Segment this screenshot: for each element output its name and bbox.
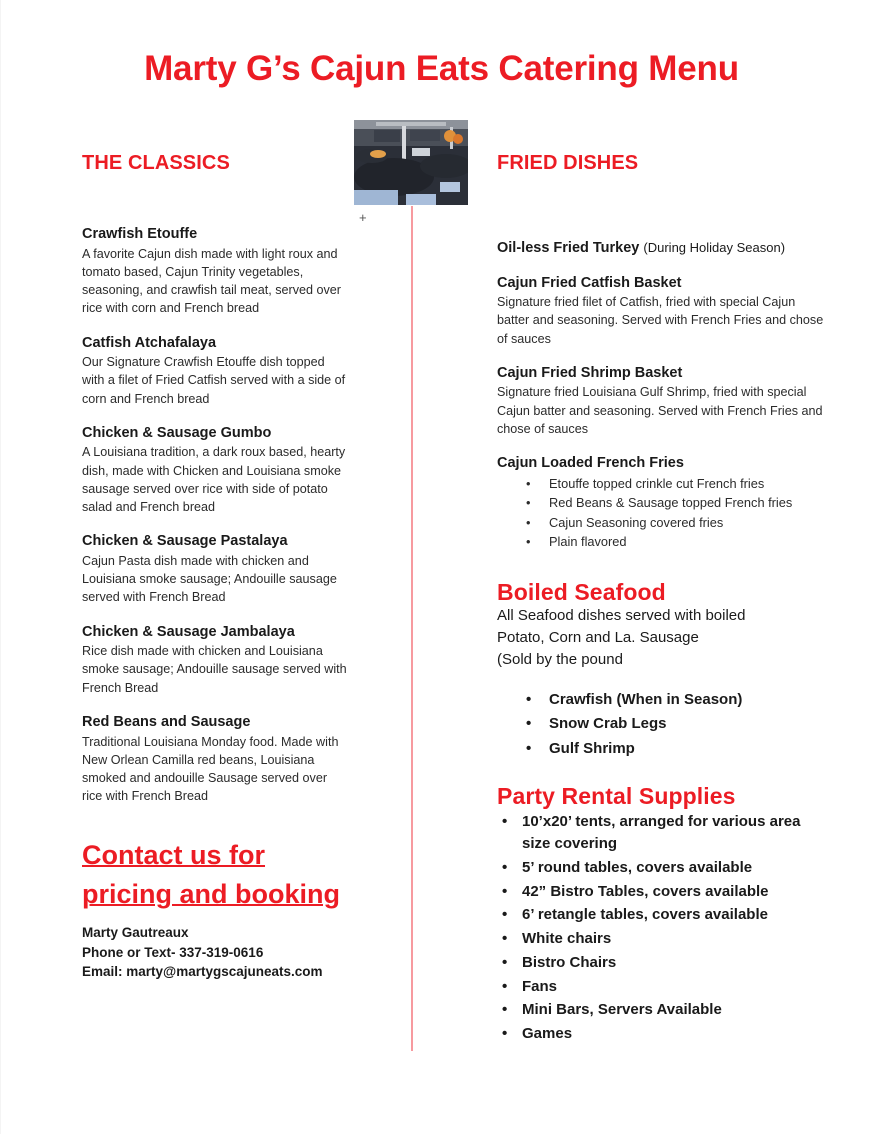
list-item: • Cajun Seasoning covered fries bbox=[497, 514, 827, 533]
dish-cajun-fried-catfish-basket bbox=[497, 274, 827, 348]
list-item: • Mini Bars, Servers Available bbox=[497, 999, 827, 1021]
dish-crawfish-etouffe bbox=[82, 225, 350, 318]
dish-chicken-sausage-jambalaya bbox=[82, 623, 350, 697]
section-title-the-classics: THE CLASSICS bbox=[82, 152, 230, 174]
dish-note: (During Holiday Season) bbox=[643, 240, 786, 255]
dish-cajun-fried-shrimp-basket bbox=[497, 364, 827, 438]
dish-name: Chicken & Sausage Gumbo bbox=[82, 424, 272, 441]
dish-chicken-sausage-gumbo bbox=[82, 424, 350, 517]
dish-name: Cajun Fried Shrimp Basket bbox=[497, 364, 683, 381]
dish-name: Chicken & Sausage Pastalaya bbox=[82, 533, 288, 550]
column-divider bbox=[411, 206, 413, 1051]
list-item: • 42” Bistro Tables, covers available bbox=[497, 881, 827, 903]
dish-description: Signature fried Louisiana Gulf Shrimp, fried with special Cajun batter and seasoning. Served with French Fries and chose of sauces bbox=[497, 385, 823, 436]
list-item: • Games bbox=[497, 1023, 827, 1045]
list-item: • Etouffe topped crinkle cut French fries bbox=[497, 475, 827, 494]
dish-description: Traditional Louisiana Monday food. Made with New Orlean Camilla red beans, Louisiana smoked and andouille Sausage served over rice with French Bread bbox=[82, 734, 339, 804]
dish-description: Cajun Pasta dish made with chicken and Louisiana smoke sausage; Andouille sausage served with French Bread bbox=[82, 553, 337, 605]
list-item: • Snow Crab Legs bbox=[497, 713, 827, 735]
dish-description: Rice dish made with chicken and Louisiana smoke sausage; Andouille sausage served with French Bread bbox=[82, 644, 347, 695]
contact-cta-line-1: Contact us for bbox=[82, 839, 266, 870]
dish-description: A favorite Cajun dish made with light roux and tomato based, Cajun Trinity vegetables, seasoning, and crawfish tail meat, served over rice with corn and French bread bbox=[82, 246, 342, 316]
contact-cta-line-2: pricing and booking bbox=[82, 879, 340, 910]
catering-setup-photo bbox=[354, 120, 468, 205]
dish-name: Red Beans and Sausage bbox=[82, 713, 251, 730]
dish-oil-less-fried-turkey bbox=[497, 239, 827, 258]
boiled-seafood-intro-line-3: (Sold by the pound bbox=[497, 650, 623, 668]
dish-name-with-note bbox=[497, 239, 827, 258]
party-rental-items-list bbox=[497, 811, 827, 1045]
list-item: • Fans bbox=[497, 976, 827, 998]
boiled-seafood-intro-line-1: All Seafood dishes served with boiled bbox=[497, 607, 746, 625]
dish-red-beans-and-sausage bbox=[82, 713, 350, 806]
boiled-seafood-intro-line-2: Potato, Corn and La. Sausage bbox=[497, 629, 699, 647]
contact-phone[interactable]: Phone or Text- 337-319-0616 bbox=[82, 944, 264, 960]
dish-name: Cajun Fried Catfish Basket bbox=[497, 274, 682, 291]
dish-chicken-sausage-pastalaya bbox=[82, 532, 350, 606]
page-title: Marty G’s Cajun Eats Catering Menu bbox=[144, 49, 739, 88]
contact-cta[interactable] bbox=[82, 836, 350, 916]
dish-description: A Louisiana tradition, a dark roux based, hearty dish, made with Chicken and Louisiana smoke sausage served over rice with side of potato salad and French bread bbox=[82, 445, 346, 515]
right-column bbox=[497, 152, 827, 1047]
dish-cajun-loaded-french-fries bbox=[497, 454, 827, 552]
list-item: • 6’ retangle tables, covers available bbox=[497, 904, 827, 926]
dish-description: Our Signature Crawfish Etouffe dish topped with a filet of Fried Catfish served with a side of corn and French bread bbox=[82, 355, 346, 406]
dish-catfish-atchafalaya bbox=[82, 334, 350, 408]
list-item: • White chairs bbox=[497, 928, 827, 950]
boiled-seafood-items-list bbox=[497, 689, 827, 760]
section-title-fried-dishes: FRIED DISHES bbox=[497, 152, 639, 174]
list-item: • 5’ round tables, covers available bbox=[497, 857, 827, 879]
list-item: • Crawfish (When in Season) bbox=[497, 689, 827, 711]
left-column bbox=[82, 152, 350, 981]
dish-name: Catfish Atchafalaya bbox=[82, 334, 217, 351]
plus-icon: + bbox=[359, 210, 367, 225]
dish-name: Crawfish Etouffe bbox=[82, 226, 198, 242]
contact-name: Marty Gautreaux bbox=[82, 925, 189, 941]
loaded-fries-options-list bbox=[497, 475, 827, 552]
section-title-boiled-seafood: Boiled Seafood bbox=[497, 578, 666, 605]
contact-email[interactable]: Email: marty@martygscajuneats.com bbox=[82, 963, 323, 979]
list-item: • Red Beans & Sausage topped French fries bbox=[497, 494, 827, 513]
list-item: • 10’x20’ tents, arranged for various area size covering bbox=[497, 811, 827, 855]
dish-name: Oil-less Fried Turkey bbox=[497, 240, 640, 256]
section-title-party-rental-supplies: Party Rental Supplies bbox=[497, 782, 736, 809]
dish-name: Chicken & Sausage Jambalaya bbox=[82, 623, 295, 640]
dish-description: Signature fried filet of Catfish, fried with special Cajun batter and seasoning. Served with French Fries and chose of sauces bbox=[497, 295, 824, 346]
list-item: • Gulf Shrimp bbox=[497, 738, 827, 760]
list-item: • Bistro Chairs bbox=[497, 952, 827, 974]
dish-name: Cajun Loaded French Fries bbox=[497, 455, 684, 472]
list-item: • Plain flavored bbox=[497, 533, 827, 552]
